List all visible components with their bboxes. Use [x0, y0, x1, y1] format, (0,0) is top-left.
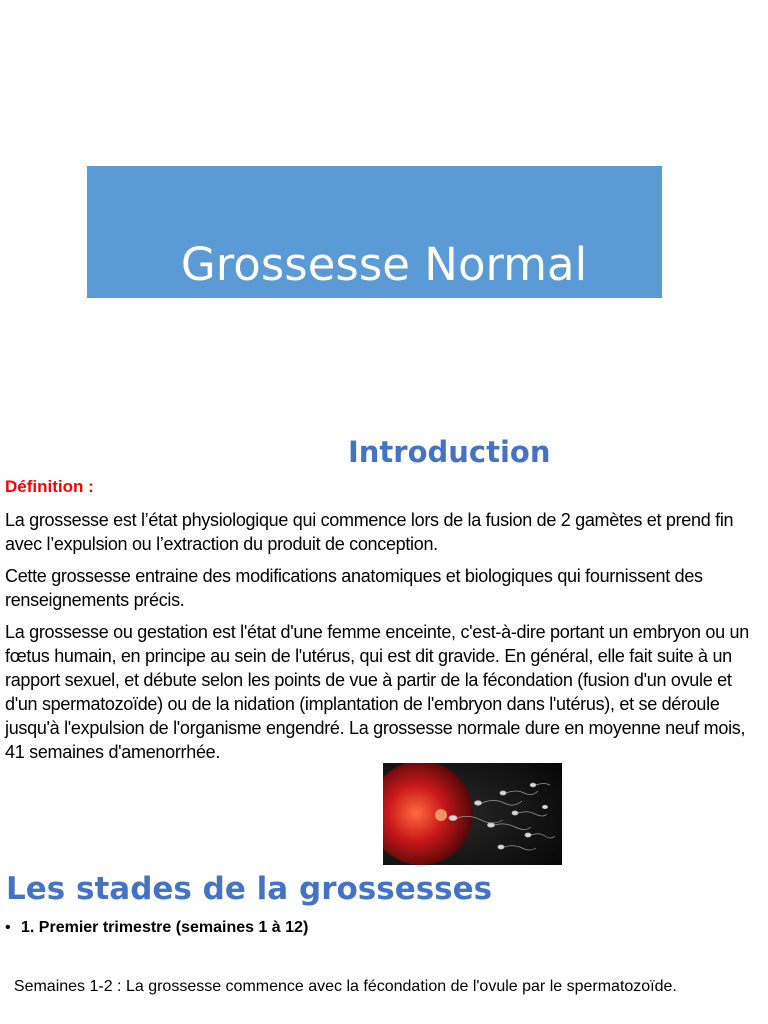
fertilization-illustration — [383, 763, 562, 865]
page-title: Grossesse Normal — [180, 238, 588, 291]
bullet-dot: • — [5, 919, 11, 936]
stages-heading: Les stades de la grossesses — [6, 871, 493, 907]
fertilization-image — [383, 763, 562, 865]
paragraph-definition: La grossesse est l’état physiologique qui commence lors de la fusion de 2 gamètes et prend fin avec l’expulsion ou l’extraction du produit de conception. — [5, 510, 734, 554]
paragraph-gestation: La grossesse ou gestation est l'état d'une femme enceinte, c'est-à-dire portant un embryon ou un fœtus humain, en principe au sein de l'utérus, qui est dit gravide. En général, elle fait suite à un rapport sexuel, et débute selon les points de vue à partir de la fécondation (fusion d'un ovule et d'un spermatozoïde) ou de la nidation (implantation de l'embryon dans l'utérus), et se déroule jusqu'à l'expulsion de l'organisme engendré. La grossesse normale dure en moyenne neuf mois, 41 semaines d'amenorrhée. — [5, 622, 749, 762]
weeks-1-2-paragraph: Semaines 1-2 : La grossesse commence avec la fécondation de l'ovule par le spermatozoïde. — [5, 978, 677, 995]
paragraph-modifications: Cette grossesse entraine des modifications anatomiques et biologiques qui fournissent des renseignements précis. — [5, 566, 703, 610]
first-trimester-label: 1. Premier trimestre (semaines 1 à 12) — [21, 919, 309, 936]
definition-label: Définition : — [5, 477, 94, 496]
introduction-heading: Introduction — [348, 435, 551, 469]
bullet-first-trimester — [5, 916, 308, 940]
